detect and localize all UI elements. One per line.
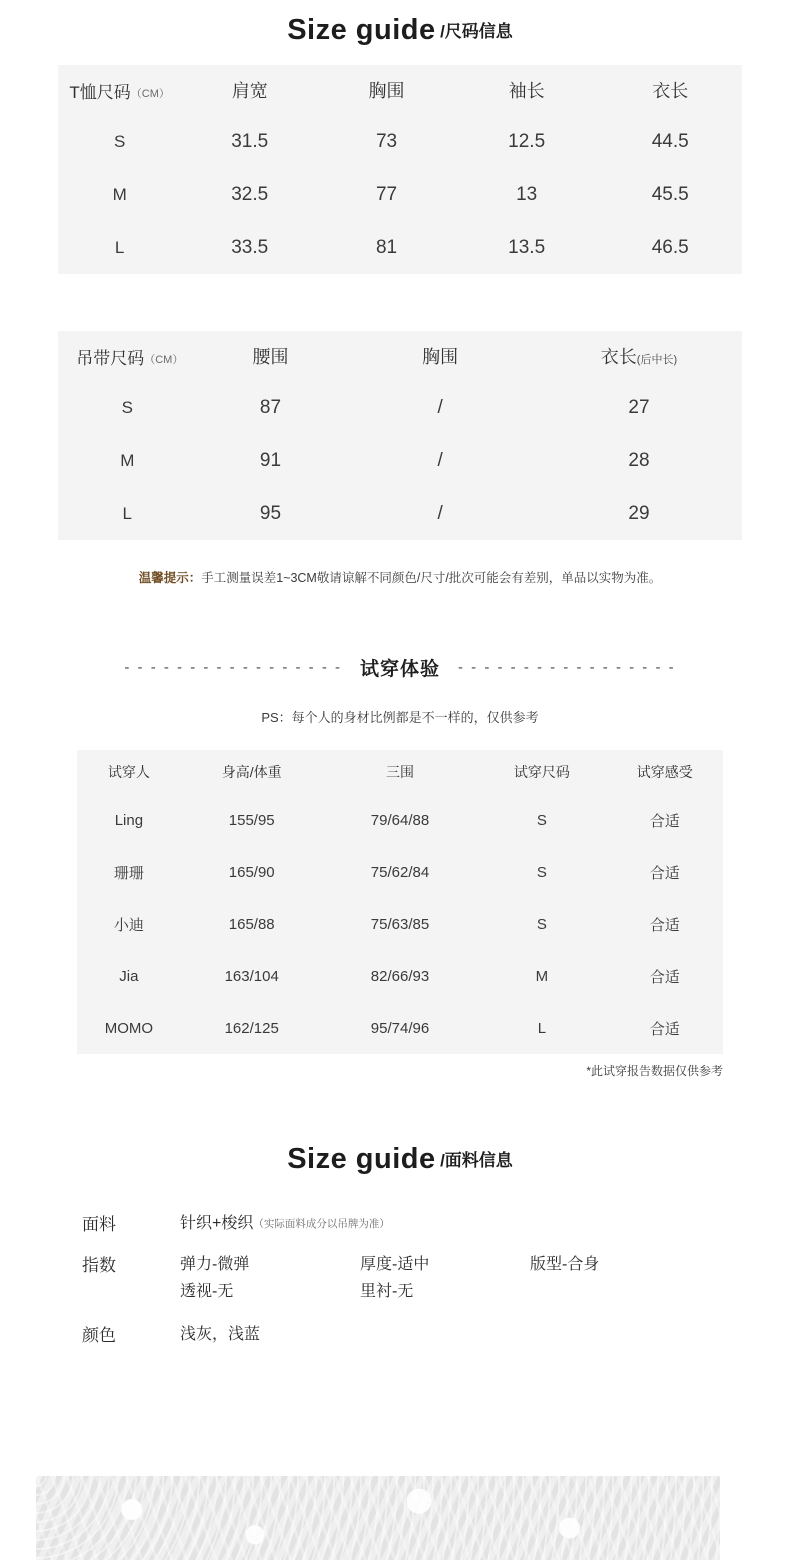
table-row — [77, 794, 723, 846]
table-cell: 165/90 — [228, 863, 275, 881]
table-cell: 合适 — [649, 1020, 680, 1038]
divider-dash-left: - - - - - - - - - - - - - - - - - — [124, 659, 342, 676]
header-note: (后中长) — [636, 354, 678, 366]
table-cell: MOMO — [104, 1019, 154, 1037]
table-cell: 29 — [628, 502, 650, 524]
try-on-ps-note: PS：每个人的身材比例都是不一样的，仅供参考 — [261, 710, 539, 725]
header-unit: （CM） — [130, 87, 170, 100]
table-header-cell — [58, 65, 181, 115]
fabric-index-lining: 里衬-无 — [360, 1283, 414, 1301]
table-cell: 12.5 — [508, 130, 546, 152]
header-label: 衣长 — [600, 347, 637, 367]
table-cell: 73 — [375, 130, 398, 152]
table-cell: 31.5 — [231, 130, 269, 152]
table-row — [58, 115, 742, 168]
table-cell: 46.5 — [651, 236, 689, 258]
fabric-color-row — [70, 1321, 730, 1346]
try-on-footnote: *此试穿报告数据仅供参考 — [586, 1064, 723, 1078]
fabric-closeup-photo — [36, 1476, 720, 1560]
table-cell: 13 — [516, 183, 538, 205]
table-row — [77, 846, 723, 898]
fabric-title-en: Size guide — [287, 1143, 436, 1175]
size-guide-title-en: Size guide — [287, 14, 436, 46]
table-row — [58, 487, 742, 540]
tip-text: 手工测量误差1~3CM敬请谅解不同颜色/尺寸/批次可能会有差别，单品以实物为准。 — [201, 571, 662, 585]
fabric-heading — [0, 1143, 800, 1176]
fabric-info-block — [70, 1210, 730, 1346]
table-cell: 75/62/84 — [370, 863, 430, 881]
table-cell: 87 — [259, 396, 282, 418]
table-header-cell: 肩宽 — [231, 81, 268, 101]
fabric-title-cn: /面料信息 — [440, 1151, 513, 1170]
table-cell: / — [437, 502, 443, 524]
tip-label: 温馨提示： — [138, 571, 202, 585]
fabric-index-label: 指数 — [82, 1256, 116, 1275]
table-cell: 27 — [628, 396, 650, 418]
table-row — [58, 221, 742, 274]
fabric-material-text: 针织+梭织 — [180, 1215, 254, 1232]
table-cell: 91 — [259, 449, 282, 471]
table-cell: M — [535, 967, 549, 985]
table-cell: S — [536, 811, 547, 829]
fabric-index-column-3 — [530, 1251, 710, 1278]
fabric-index-column-1 — [180, 1251, 360, 1305]
table-cell: Jia — [119, 967, 139, 985]
table-header-cell: 试穿尺码 — [513, 764, 570, 780]
table-cell: / — [437, 449, 443, 471]
table-cell: 合适 — [649, 968, 680, 986]
table-header-row — [58, 331, 742, 381]
table-cell: 165/88 — [228, 915, 275, 933]
table-header-cell: 衣长 — [652, 81, 689, 101]
table-cell: / — [437, 396, 443, 418]
table-row — [58, 168, 742, 221]
header-unit: （CM） — [144, 353, 184, 366]
table-cell: 28 — [628, 449, 650, 471]
table-cell: S — [121, 397, 133, 417]
fabric-material-value — [180, 1210, 390, 1233]
try-on-table — [77, 750, 723, 1054]
divider-dash-right: - - - - - - - - - - - - - - - - - — [458, 659, 676, 676]
table-cell: 75/63/85 — [370, 915, 430, 933]
table-cell: 82/66/93 — [370, 967, 430, 985]
table-cell: 95 — [259, 502, 282, 524]
header-label: 吊带尺码 — [76, 348, 145, 368]
table-row — [77, 950, 723, 1002]
table-header-row — [77, 750, 723, 794]
table-cell: S — [536, 915, 547, 933]
table-cell: 合适 — [649, 916, 680, 934]
table-cell: S — [536, 863, 547, 881]
table-header-cell — [58, 331, 197, 381]
size-guide-heading — [0, 14, 800, 47]
table-cell: L — [114, 237, 125, 257]
fabric-index-row — [70, 1251, 730, 1305]
header-label: T恤尺码 — [69, 82, 131, 102]
fabric-index-fit: 版型-合身 — [530, 1256, 600, 1273]
measurement-tip — [58, 568, 742, 586]
table-cell: 155/95 — [228, 811, 275, 829]
table-cell: L — [537, 1019, 547, 1037]
size-guide-title-cn: /尺码信息 — [440, 22, 513, 41]
table-cell: 合适 — [649, 812, 680, 830]
table-header-cell: 胸围 — [368, 81, 405, 101]
fabric-color-label: 颜色 — [82, 1326, 116, 1346]
table-cell: 33.5 — [231, 236, 269, 258]
table-cell: 95/74/96 — [370, 1019, 430, 1037]
fabric-material-row — [70, 1210, 730, 1235]
table-cell: 45.5 — [651, 183, 689, 205]
fabric-color-value: 浅灰，浅蓝 — [180, 1326, 261, 1344]
table-header-row — [58, 65, 742, 115]
try-on-divider — [0, 654, 800, 681]
table-row — [77, 1002, 723, 1054]
table-cell: 44.5 — [651, 130, 689, 152]
fabric-material-label: 面料 — [82, 1215, 116, 1234]
table-cell: 32.5 — [231, 183, 269, 205]
tshirt-size-table — [58, 65, 742, 274]
table-header-cell: 三围 — [385, 764, 414, 780]
fabric-index-sheerness: 透视-无 — [180, 1283, 234, 1301]
table-header-cell: 身高/体重 — [221, 764, 282, 780]
table-header-cell: 胸围 — [422, 347, 459, 367]
table-header-cell: 腰围 — [252, 347, 289, 367]
table-cell: 77 — [375, 183, 398, 205]
table-cell: M — [112, 184, 127, 204]
fabric-index-column-2 — [360, 1251, 530, 1305]
table-cell: M — [120, 450, 135, 470]
table-header-cell: 试穿人 — [107, 764, 150, 780]
table-cell: 81 — [375, 236, 398, 258]
product-detail-page — [0, 14, 800, 1560]
try-on-section-title: 试穿体验 — [359, 659, 440, 680]
table-row — [77, 898, 723, 950]
strap-size-table — [58, 331, 742, 540]
table-cell: S — [113, 131, 126, 151]
fabric-index-thickness: 厚度-适中 — [360, 1256, 430, 1273]
table-header-cell — [536, 331, 742, 381]
table-row — [58, 381, 742, 434]
table-cell: 162/125 — [224, 1019, 279, 1037]
table-cell: 79/64/88 — [370, 811, 430, 829]
table-cell: Ling — [114, 811, 144, 829]
table-cell: 163/104 — [224, 967, 279, 985]
fabric-material-note: （实际面料成分以吊牌为准） — [253, 1218, 390, 1230]
table-cell: 合适 — [649, 864, 680, 882]
table-cell: 珊珊 — [113, 864, 144, 882]
table-header-cell: 试穿感受 — [636, 764, 693, 780]
table-cell: 13.5 — [508, 236, 546, 258]
table-header-cell: 袖长 — [508, 81, 545, 101]
table-cell: L — [122, 503, 133, 523]
table-cell: 小迪 — [113, 916, 144, 934]
table-row — [58, 434, 742, 487]
fabric-index-elasticity: 弹力-微弹 — [180, 1256, 250, 1273]
